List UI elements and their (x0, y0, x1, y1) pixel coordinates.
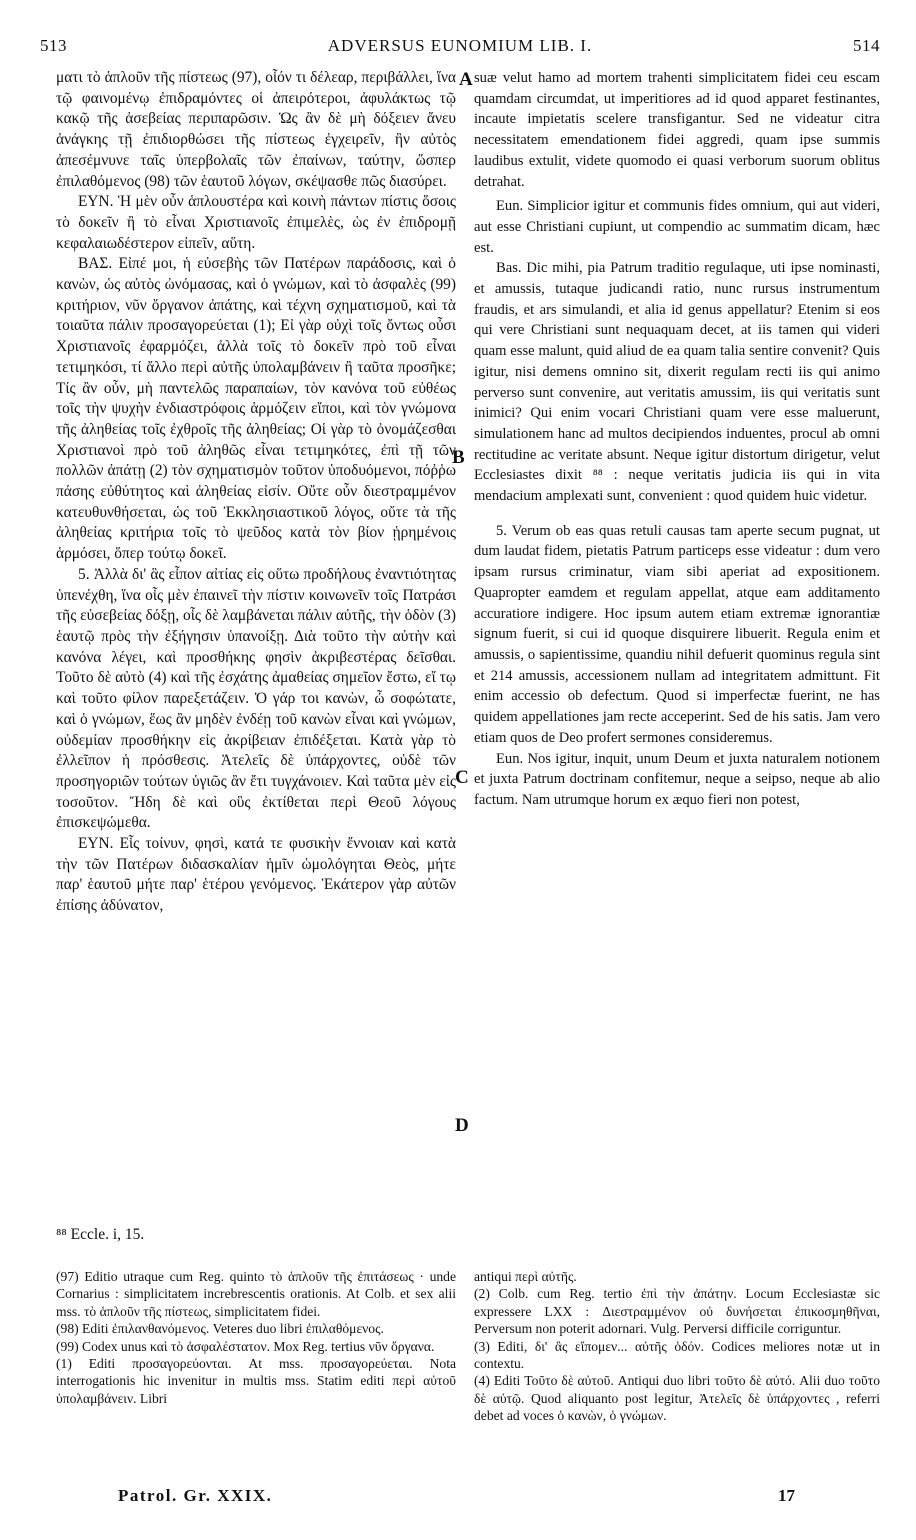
greek-paragraph: 5. Ἀλλὰ δι' ἃς εἶπον αἰτίας εἰς οὕτω προδήλους ἐναντιότητας ὑπενέχθη, ἵνα οἷς μὲν ἐπαινεῖ τὴν πίστιν κοινωνεῖν τοῖς Πατράσι τῆς εὐσεβείας δόξῃ, οἷς δὲ λαμβάνεται πάλιν αὐτῆς, τὴν ὁδὸν (3) ἑαυτῷ πρὸς τὴν ἐξήγησιν ὑπανοίξῃ. Διὰ τοῦτο τὴν αὐτὴν καὶ κανόνα λέγει, καὶ προσθήκης φησὶν ἀκριβεστέρας δεῖσθαι. Τοῦτο δὲ αὐτὸ (4) καὶ τῆς ἐσχάτης ἀμαθείας σημεῖον ἔστω, εἴ τῳ καὶ τοῦτο φίλον παρεξετάζειν. Ὁ γάρ τοι κανὼν, ὦ σοφώτατε, καὶ ὁ γνώμων, ἕως ἂν μηδὲν ἐνδέῃ τοῦ κανὼν εἶναι καὶ γνώμων, οὐδεμίαν προσθήκην εἰς ἀκρίβειαν ἐπιδέξεται. Κατὰ γὰρ τὸ ἐλλεῖπον ἡ πρόσθεσις. Ἀτελεῖς δὲ ὑπάρχοντες, οὐδὲ τῶν προσηγοριῶν τούτων ὑγιῶς ἂν ἔτι τυγχάνοιεν. Καὶ ταῦτα μὲν εἰς τοσοῦτον. Ἤδη δὲ καὶ οὓς ἐκτίθεται περὶ Θεοῦ λόγους ἐπισκεψώμεθα. (56, 565, 456, 832)
greek-paragraph: ΕΥΝ. Ἡ μὲν οὖν ἁπλουστέρα καὶ κοινὴ πάντων πίστις ὅσοις τὸ δοκεῖν ἢ τὸ εἶναι Χριστιανοῖς ἐπιμελὲς, ὡς ἐν ἐπιδρομῇ κεφαλαιωδέστερον εἰπεῖν, αὕτη. (56, 193, 456, 252)
running-title: ADVERSUS EUNOMIUM LIB. I. (327, 36, 593, 55)
greek-text-column (56, 68, 456, 917)
critical-note: (2) Colb. cum Reg. tertio ἐπὶ τὴν ἀπάτην. Locum Ecclesiastæ sic expressere LXX : Διεστραμμένον οὐ δυνήσεται ἐπικοσμηθῆναι, Perversum non poterit adornari. Vulg. Perversi difficile corriguntur. (474, 1286, 880, 1337)
margin-marker-c: C (455, 767, 469, 788)
latin-paragraph: suæ velut hamo ad mortem trahenti simplicitatem fidei ceu escam quamdam circumdat, ut imperitiores ad id quod apparet festinantes, incaute impietatis scelere transfigantur. Sed ne videatur citra necessitatem emendationem fidei aggredi, quam ipse summis laudibus extulit, videte quomodo ei quasi verborum suorum oblitus detrahat. (474, 70, 880, 190)
critical-note: (1) Editi προσαγορεύονται. At mss. προσαγορεύεται. Nota interrogationis hic invenitur in multis mss. Statim editi περὶ αὐτοῦ ὑπολαμβάνειν. Libri (56, 1356, 456, 1406)
critical-note: antiqui περὶ αὐτῆς. (474, 1269, 577, 1284)
greek-paragraph: ματι τὸ ἁπλοῦν τῆς πίστεως (97), οἷόν τι δέλεαρ, περιβάλλει, ἵνα τῷ φαινομένῳ ἐπιδραμόντες οἱ ἀπειρότεροι, ἀφυλάκτως τῷ κακῷ τῆς ἀσεβείας περιπαρῶσιν. Ὡς ἂν δὲ μὴ δόξειεν ἄνευ ἀνάγκης τῇ ἐπιδιορθώσει τῆς πίστεως ἐγχειρεῖν, ἣν αὐτὸς ἀπεσέμνυνε ταῖς ὑπερβολαῖς τῶν ἐπαίνων, ταύτην, ὥσπερ ἐπιλαθόμενος (98) τῶν ἑαυτοῦ λόγων, σκέψασθε πῶς διασύρει. (56, 69, 456, 190)
latin-text-column (474, 68, 880, 811)
latin-paragraph: Eun. Simplicior igitur et communis fides omnium, qui aut videri, aut esse Christiani cupiunt, ut compendio ac summatim dicam, hæc est. (474, 198, 880, 256)
critical-note: (3) Editi, δι' ἃς εἴπομεν... αὐτῆς ὁδόν. Codices meliores notæ ut in contextu. (474, 1338, 880, 1372)
series-signature: Patrol. Gr. XXIX. (118, 1486, 273, 1505)
critical-note: (98) Editi ἐπιλανθανόμενος. Veteres duo libri ἐπιλαθόμενος. (56, 1321, 384, 1337)
critical-notes-left (56, 1268, 456, 1407)
greek-paragraph: ΒΑΣ. Εἰπέ μοι, ἡ εὐσεβὴς τῶν Πατέρων παράδοσις, καὶ ὁ κανὼν, ὡς αὐτὸς ὠνόμασας, καὶ ὁ γνώμων, καὶ τὸ ἀσφαλὲς (99) κριτήριον, νῦν ὄργανον ἀπάτης, καὶ τέχνη σχηματισμοῦ, καὶ τὰ τοιαῦτα πάλιν προσαγορεύεται (1); Εἰ γὰρ οὐχὶ τοῖς ὄντως οὖσι Χριστιανοῖς ἐφαρμόζει, ἀλλὰ τοῖς τὸ δοκεῖν πρὸ τοῦ εἶναι τετιμηκόσι, τί ἄλλο περὶ αὐτῆς ὑπολαμβάνειν ἢ ταῦτα προσῆκε; Τίς ἂν οὖν, μὴ παντελῶς παραπαίων, τὸν κανόνα τοῦ εὐθέως τοῖς τὴν ψυχὴν ἐνδιαστρόφοις ἁρμόζειν εἴποι, καὶ τὸν γνώμονα τῆς ἀληθείας τοῖς ἐχθροῖς τῆς ἀληθείας; Οἱ γὰρ τὸ ὀνομάζεσθαι Χριστιανοὶ πρὸ τοῦ ἀληθῶς εἶναι τετιμηκότες, ἐπὶ τῇ τῶν πολλῶν ἀπάτῃ (2) τὸν σχηματισμὸν τοῦτον ὑποδυόμενοι, πόῤῥω πάσης εὐθύτητος καὶ ἀληθείας εἰσίν. Οὔτε οὖν διεστραμμένον κατευθυνθήσεται, ὡς τοῦ Ἐκκλησιαστικοῦ λόγος, οὔτε τὰ τῆς ἀληθείας κριτήρια τοῖς τὸ ψεῦδος κατὰ τὸν βίον ᾑρημένοις ἁρμόσει, ὅπερ τούτῳ δοκεῖ. (56, 255, 456, 563)
margin-marker-d: D (455, 1115, 469, 1136)
critical-note: (4) Editi Τοῦτο δὲ αὐτοῦ. Antiqui duo libri τοῦτο δὲ αὐτό. Alii duo τοῦτο δὲ αὐτῷ. Quod aliquanto post legitur, Ἀτελεῖς δὲ ὑπάρχοντες , referri debet ad voces ὁ κανὼν, ὁ γνώμων. (474, 1373, 880, 1424)
critical-note: (99) Codex unus καὶ τὸ ἀσφαλέστατον. Mox Reg. tertius νῦν ὄργανα. (56, 1338, 435, 1354)
critical-notes-right (474, 1268, 880, 1425)
margin-marker-b: B (452, 447, 465, 468)
critical-note: (97) Editio utraque cum Reg. quinto τὸ ἁπλοῦν τῆς ἐπιτάσεως · unde Cornarius : simplicitatem increbrescentis orationis. At Colb. et sex alii mss. τὸ ἁπλοῦν τῆς πίστεως, simplicitatem fidei. (56, 1269, 456, 1319)
greek-paragraph: ΕΥΝ. Εἷς τοίνυν, φησὶ, κατά τε φυσικὴν ἔννοιαν καὶ κατὰ τὴν τῶν Πατέρων διδασκαλίαν ἡμῖν ὡμολόγηται Θεὸς, μήτε παρ' ἑαυτοῦ μήτε παρ' ἑτέρου γενόμενος. Ἑκάτερον γὰρ αὐτῶν ἐπίσης ἀδύνατον, (56, 835, 456, 915)
running-head (40, 36, 880, 60)
margin-marker-a: A (459, 69, 473, 90)
latin-paragraph: Eun. Nos igitur, inquit, unum Deum et juxta naturalem notionem et juxta Patrum doctrinam confitemur, neque a seipso, neque ab alio factum. Nam utrumque horum ex æquo fieri non potest, (474, 750, 880, 808)
latin-paragraph: Bas. Dic mihi, pia Patrum traditio regulaque, uti ipse nominasti, et amussis, tutaque judicandi ratio, nunc rursus instrumentum fraudis, et ars simulandi, et alia id genus appellatur? Etenim si eos qui vere Christiani sunt nequaquam decet, at iis tamen qui videri quam esse malunt, quid aliud de ea quam talia sentire convenit? Quis igitur, nisi demens omnino sit, dixerit regulam recti iis qui animo perverso sunt convenire, aut veritatis amussim, iis qui veritatis sunt inimici? Qui enim vocari Christiani quam vere esse maluerunt, simulationem hanc ad multos decipiendos induentes, procul ab omni rectitudine ac veritate absunt. Neque igitur distortum dirigetur, velut Ecclesiastes dixit ⁸⁸ : neque veritatis judicia iis qui in vita mendacium amplexati sunt, convenient : quod quidem huic videtur. (474, 260, 880, 505)
latin-paragraph: 5. Verum ob eas quas retuli causas tam aperte secum pugnat, ut dum laudat fidem, pietatis Patrum particeps esse videatur : dum vero ipsam rursus criminatur, viam sibi aperiat ad expositionem. Quapropter eamdem et regulam appellat, atque eam additamento accuratiore indigere. Hoc ipsum autem etiam extremæ ignorantiæ signum fuerit, si cui id quoque disquirere libuerit. Regula enim et amussis, o sapientissime, quandiu nihil defuerit quominus regula sint et 214 amussis, accessionem nullam ad integritatem admittunt. Fit enim accessio ob defectum. Quod si imperfectæ fuerint, ne has quidem appellationes jam recte acceperint. Sed de his satis. Jam vero etiam quos de Deo profert sermones consideremus. (474, 522, 880, 746)
page-number-left: 513 (40, 36, 67, 55)
page-number-right: 514 (853, 36, 880, 55)
scripture-reference-note: ⁸⁸ Eccle. i, 15. (56, 1226, 145, 1243)
signature-number: 17 (778, 1486, 795, 1505)
